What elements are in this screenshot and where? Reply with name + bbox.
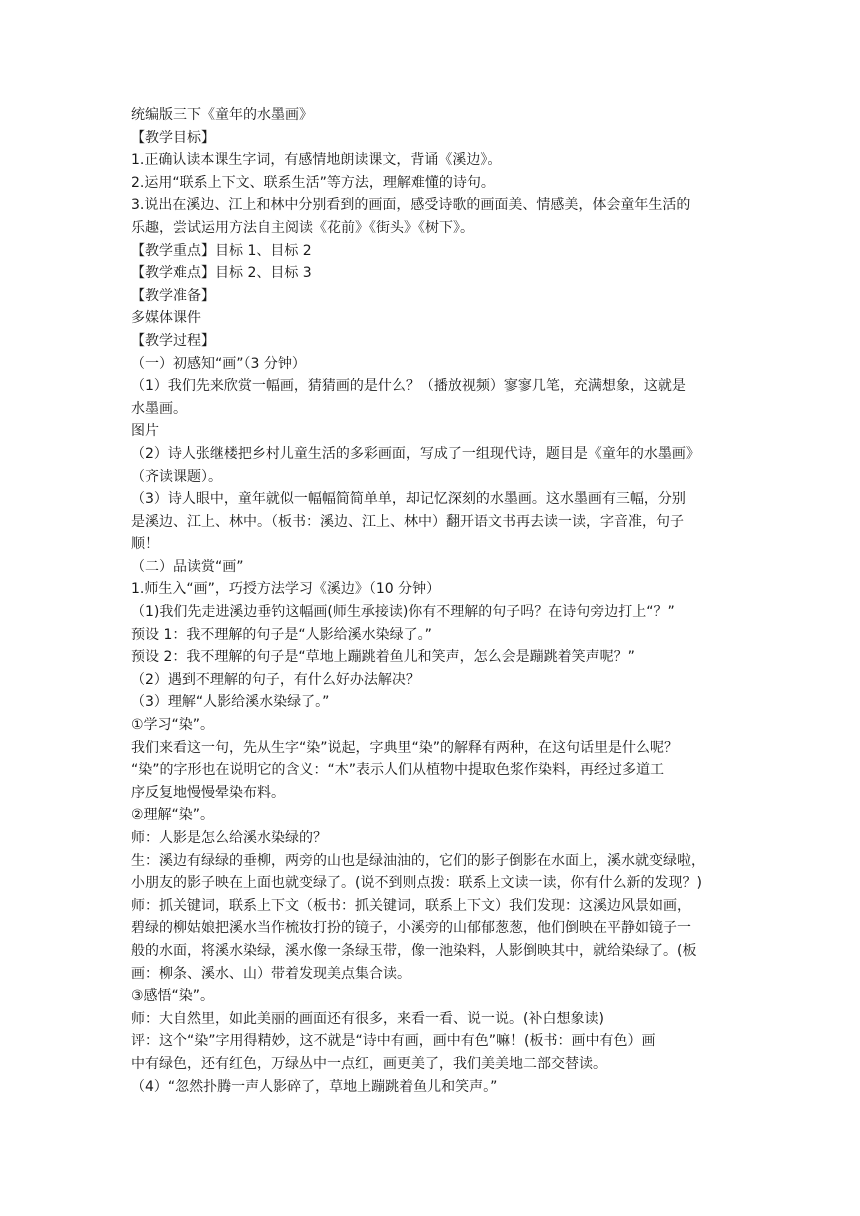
document-body <box>131 104 731 1098</box>
text-line: （二）品读赏“画” <box>131 558 244 575</box>
text-line: 【教学目标】 <box>131 129 215 146</box>
text-line: 1.正确认读本课生字词，有感情地朗读课文，背诵《溪边》。 <box>131 152 502 169</box>
text-line: 【教学过程】 <box>131 332 215 349</box>
text-line: 是溪边、江上、林中。（板书：溪边、江上、林中）翻开语文书再去读一读，字音准，句子 <box>131 513 684 530</box>
text-line: （一）初感知“画”（3 分钟） <box>131 355 306 372</box>
text-line: 序反复地慢慢晕染布料。 <box>131 784 285 801</box>
text-line: 【教学重点】目标 1、目标 2 <box>131 242 312 259</box>
text-line: 碧绿的柳姑娘把溪水当作梳妆打扮的镜子，小溪旁的山郁郁葱葱，他们倒映在平静如镜子一 <box>131 920 691 937</box>
text-line: ①学习“染”。 <box>131 717 215 734</box>
text-line: （4）“忽然扑腾一声人影碎了，草地上蹦跳着鱼儿和笑声。” <box>131 1078 498 1095</box>
text-line: 小朋友的影子映在上面也就变绿了。(说不到则点拨：联系上文读一读，你有什么新的发现？) <box>131 875 702 892</box>
text-line: （3）诗人眼中，童年就似一幅幅简简单单，却记忆深刻的水墨画。这水墨画有三幅，分别 <box>131 491 686 508</box>
text-line: 中有绿色，还有红色，万绿丛中一点红，画更美了，我们美美地二部交替读。 <box>131 1055 607 1072</box>
text-line: ③感悟“染”。 <box>131 988 215 1005</box>
text-line: 预设 2：我不理解的句子是“草地上蹦跳着鱼儿和笑声，怎么会是蹦跳着笑声呢？” <box>131 649 635 666</box>
text-line: 我们来看这一句，先从生字“染”说起，字典里“染”的解释有两种，在这句话里是什么呢？ <box>131 739 679 756</box>
text-line: （1)我们先走进溪边垂钓这幅画(师生承接读)你有不理解的句子吗？在诗句旁边打上“？” <box>131 604 675 621</box>
text-line: 图片 <box>131 423 159 440</box>
text-line: ②理解“染”。 <box>131 807 215 824</box>
text-line: 统编版三下《童年的水墨画》 <box>131 107 313 123</box>
text-line: （2）诗人张继楼把乡村儿童生活的多彩画面，写成了一组现代诗，题目是《童年的水墨画》 <box>131 445 700 462</box>
text-line: 评：这个“染”字用得精妙，这不就是“诗中有画，画中有色”嘛！(板书：画中有色）画 <box>131 1033 656 1050</box>
text-line: 【教学准备】 <box>131 287 215 304</box>
text-line: 1.师生入“画”，巧授方法学习《溪边》（10 分钟） <box>131 581 441 598</box>
text-line: （2）遇到不理解的句子，有什么好办法解决？ <box>131 671 420 688</box>
text-line: （3）理解“人影给溪水染绿了。” <box>131 694 330 711</box>
text-line: “染”的字形也在说明它的含义：“木”表示人们从植物中提取色浆作染料，再经过多道工 <box>131 762 665 779</box>
text-line: 预设 1：我不理解的句子是“人影给溪水染绿了。” <box>131 626 432 643</box>
text-line: 3.说出在溪边、江上和林中分别看到的画面，感受诗歌的画面美、情感美，体会童年生活的 <box>131 197 691 214</box>
text-line: 乐趣，尝试运用方法自主阅读《花前》《街头》《树下》。 <box>131 219 474 236</box>
text-line: 2.运用“联系上下文、联系生活”等方法，理解难懂的诗句。 <box>131 174 495 191</box>
text-line: （齐读课题）。 <box>131 468 222 485</box>
text-line: 顺！ <box>131 536 159 553</box>
text-line: 师：大自然里，如此美丽的画面还有很多，来看一看、说一说。(补白想象读) <box>131 1010 604 1027</box>
text-line: 画：柳条、溪水、山）带着发现美点集合读。 <box>131 965 411 982</box>
text-line: 师：抓关键词，联系上下文（板书：抓关键词，联系上下文）我们发现：这溪边风景如画， <box>131 897 691 914</box>
text-line: 般的水面，将溪水染绿，溪水像一条绿玉带，像一池染料，人影倒映其中，就给染绿了。(板 <box>131 942 697 959</box>
text-line: 生：溪边有绿绿的垂柳，两旁的山也是绿油油的，它们的影子倒影在水面上，溪水就变绿啦， <box>131 852 705 869</box>
text-line: 多媒体课件 <box>131 310 201 327</box>
text-line: 【教学难点】目标 2、目标 3 <box>131 265 312 282</box>
text-line: 水墨画。 <box>131 400 187 417</box>
text-line: （1）我们先来欣赏一幅画，猜猜画的是什么？（播放视频）寥寥几笔，充满想象，这就是 <box>131 378 686 395</box>
text-line: 师：人影是怎么给溪水染绿的？ <box>131 830 327 846</box>
